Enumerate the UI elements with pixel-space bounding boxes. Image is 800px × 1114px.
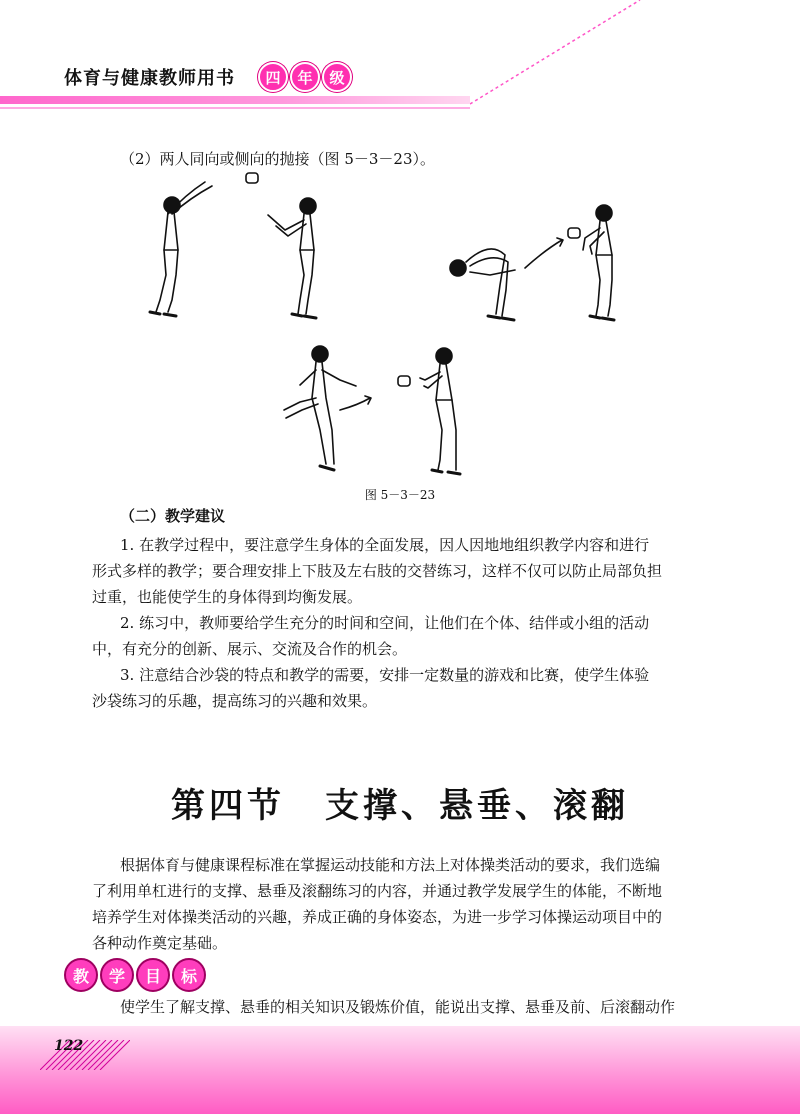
suggestion-line: 2. 练习中，教师要给学生充分的时间和空间，让他们在个体、结伴或小组的活动 xyxy=(120,614,650,632)
chapter-intro-line: 根据体育与健康课程标准在掌握运动技能和方法上对体操类活动的要求，我们选编 xyxy=(120,856,661,874)
suggestions-heading: （二）教学建议 xyxy=(120,507,226,525)
intro-line: （2）两人同向或侧向的抛接（图 5－3－23）。 xyxy=(120,150,435,168)
figure-catcher-bottom xyxy=(420,348,460,474)
suggestion-line: 沙袋练习的乐趣，提高练习的兴趣和效果。 xyxy=(92,692,378,710)
goals-line: 使学生了解支撑、悬垂的相关知识及锻炼价值，能说出支撑、悬垂及前、后滚翻动作 xyxy=(120,998,676,1016)
suggestion-line: 3. 注意结合沙袋的特点和教学的需要，安排一定数量的游戏和比赛，使学生体验 xyxy=(120,666,650,684)
goal-char: 标 xyxy=(172,958,206,992)
goals-badge xyxy=(64,958,206,992)
figure-catcher-right xyxy=(583,205,614,320)
figure-catcher xyxy=(268,198,316,318)
suggestion-line: 中，有充分的创新、展示、交流及合作的机会。 xyxy=(92,640,408,658)
suggestion-line: 形式多样的教学；要合理安排上下肢及左右肢的交替练习，这样不仅可以防止局部负担 xyxy=(92,562,663,580)
chapter-number: 第四节 xyxy=(171,786,285,826)
chapter-name: 支撑、悬垂、滚翻 xyxy=(325,786,629,826)
chapter-title xyxy=(0,778,800,827)
suggestion-line: 1. 在教学过程中，要注意学生身体的全面发展，因人因地地组织教学内容和进行 xyxy=(120,536,650,554)
chapter-intro-line: 培养学生对体操类活动的兴趣，养成正确的身体姿态，为进一步学习体操运动项目中的 xyxy=(92,908,663,926)
figure-illustration xyxy=(0,0,800,490)
suggestion-line: 过重，也能使学生的身体得到均衡发展。 xyxy=(92,588,363,606)
figure-caption: 图 5－3－23 xyxy=(364,488,436,502)
page-number: 122 xyxy=(54,1038,84,1054)
figure-thrower xyxy=(150,182,212,316)
goal-char: 目 xyxy=(136,958,170,992)
goal-char: 学 xyxy=(100,958,134,992)
chapter-intro-line: 各种动作奠定基础。 xyxy=(92,934,228,952)
grade-char: 四 xyxy=(258,62,288,92)
figure-bent-thrower xyxy=(450,249,515,320)
grade-char: 年 xyxy=(290,62,320,92)
book-title: 体育与健康教师用书 xyxy=(64,68,235,89)
grade-char: 级 xyxy=(322,62,352,92)
chapter-intro-line: 了利用单杠进行的支撑、悬垂及滚翻练习的内容，并通过教学发展学生的体能，不断地 xyxy=(92,882,663,900)
goal-char: 教 xyxy=(64,958,98,992)
